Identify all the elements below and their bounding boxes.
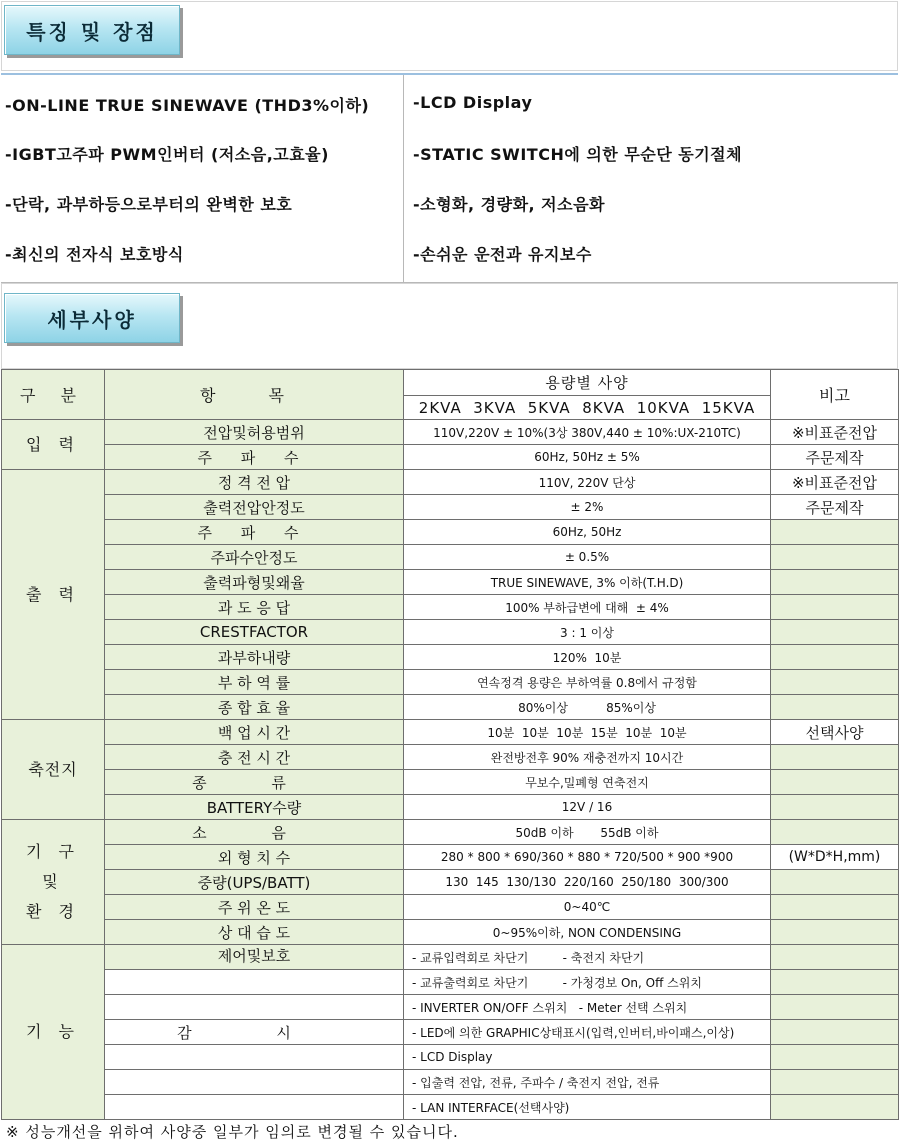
category-mech-line3: 환 경 — [26, 902, 80, 921]
row-item: 정 격 전 압 — [105, 470, 404, 495]
row-value: - LED에 의한 GRAPHIC상태표시(입력,인버터,바이패스,이상) — [404, 1020, 771, 1045]
feature-right-2: -STATIC SWITCH에 의한 무순단 동기절체 — [413, 145, 743, 164]
row-item — [105, 1045, 404, 1070]
row-value: 80%이상 85%이상 — [404, 695, 771, 720]
row-value: 완전방전후 90% 재충전까지 10시간 — [404, 745, 771, 770]
category-mech-line1: 기 구 — [26, 842, 80, 861]
feature-right-4: -손쉬운 운전과 유지보수 — [413, 245, 592, 264]
row-note — [771, 820, 899, 845]
feature-left-4: -최신의 전자식 보호방식 — [5, 245, 184, 264]
row-note — [771, 520, 899, 545]
spec-title-tab — [4, 293, 180, 343]
row-note — [771, 645, 899, 670]
row-item: 상 대 습 도 — [105, 920, 404, 945]
row-value: - 입출력 전압, 전류, 주파수 / 축전지 전압, 전류 — [404, 1070, 771, 1095]
header-item: 항 목 — [105, 370, 404, 420]
row-note — [771, 945, 899, 970]
row-item: 충 전 시 간 — [105, 745, 404, 770]
feature-left-2: -IGBT고주파 PWM인버터 (저소음,고효율) — [5, 145, 329, 164]
row-note: (W*D*H,mm) — [771, 845, 899, 870]
row-value: 110V,220V ± 10%(3상 380V,440 ± 10%:UX-210TC) — [404, 420, 771, 445]
category-mech-line2: 및 — [42, 872, 64, 891]
feature-right-1: -LCD Display — [413, 93, 533, 112]
row-value: - INVERTER ON/OFF 스위치 - Meter 선택 스위치 — [404, 995, 771, 1020]
row-item — [105, 970, 404, 995]
row-note — [771, 1070, 899, 1095]
row-value: 연속정격 용량은 부하역률 0.8에서 규정함 — [404, 670, 771, 695]
row-note — [771, 895, 899, 920]
row-item: 제어및보호 — [105, 945, 404, 970]
row-item: 주파수안정도 — [105, 545, 404, 570]
footer-note: ※ 성능개선을 위하여 사양중 일부가 임의로 변경될 수 있습니다. — [6, 1123, 459, 1141]
header-remarks: 비고 — [771, 370, 899, 420]
row-item: 종 합 효 율 — [105, 695, 404, 720]
category-mechanical-environment — [2, 820, 105, 945]
header-capacity-values: 2KVA 3KVA 5KVA 8KVA 10KVA 15KVA — [404, 396, 771, 420]
row-item: CRESTFACTOR — [105, 620, 404, 645]
features-divider — [403, 75, 404, 282]
row-note — [771, 1045, 899, 1070]
row-value: - 교류입력회로 차단기 - 축전지 차단기 — [404, 945, 771, 970]
row-item: 부 하 역 률 — [105, 670, 404, 695]
feature-right-3: -소형화, 경량화, 저소음화 — [413, 195, 605, 214]
row-item: 출력전압안정도 — [105, 495, 404, 520]
row-value: 무보수,밀폐형 연축전지 — [404, 770, 771, 795]
header-capacity-title: 용량별 사양 — [404, 370, 771, 396]
row-value: 110V, 220V 단상 — [404, 470, 771, 495]
row-item: BATTERY수량 — [105, 795, 404, 820]
row-item — [105, 1070, 404, 1095]
row-item: 주 위 온 도 — [105, 895, 404, 920]
row-value: - 교류출력회로 차단기 - 가청경보 On, Off 스위치 — [404, 970, 771, 995]
row-note — [771, 795, 899, 820]
row-value: 50dB 이하 55dB 이하 — [404, 820, 771, 845]
row-value: 100% 부하급변에 대해 ± 4% — [404, 595, 771, 620]
row-item: 과 도 응 답 — [105, 595, 404, 620]
row-item: 외 형 치 수 — [105, 845, 404, 870]
row-value: 60Hz, 50Hz — [404, 520, 771, 545]
row-note: 선택사양 — [771, 720, 899, 745]
row-item: 중량(UPS/BATT) — [105, 870, 404, 895]
row-item: 주 파 수 — [105, 445, 404, 470]
row-note — [771, 745, 899, 770]
row-note: ※비표준전압 — [771, 470, 899, 495]
row-value: 0~95%이하, NON CONDENSING — [404, 920, 771, 945]
features-title: 특징 및 장점 — [26, 19, 158, 44]
row-note: 주문제작 — [771, 495, 899, 520]
row-note: ※비표준전압 — [771, 420, 899, 445]
row-note — [771, 545, 899, 570]
row-note — [771, 1020, 899, 1045]
feature-left-3: -단락, 과부하등으로부터의 완벽한 보호 — [5, 195, 293, 214]
category-input: 입 력 — [2, 420, 105, 470]
row-item: 백 업 시 간 — [105, 720, 404, 745]
row-note — [771, 995, 899, 1020]
category-function: 기 능 — [2, 945, 105, 1120]
row-value: - LAN INTERFACE(선택사양) — [404, 1095, 771, 1120]
row-note — [771, 970, 899, 995]
row-item: 감 시 — [105, 1020, 404, 1045]
spec-table — [1, 369, 899, 1120]
spec-title: 세부사양 — [47, 307, 137, 332]
row-note: 주문제작 — [771, 445, 899, 470]
row-item: 전압및허용범위 — [105, 420, 404, 445]
row-note — [771, 920, 899, 945]
row-item — [105, 1095, 404, 1120]
row-item: 소 음 — [105, 820, 404, 845]
category-battery: 축전지 — [2, 720, 105, 820]
row-value: 130 145 130/130 220/160 250/180 300/300 — [404, 870, 771, 895]
feature-left-1: -ON-LINE TRUE SINEWAVE (THD3%이하) — [5, 96, 370, 115]
row-value: 280 * 800 * 690/360 * 880 * 720/500 * 900 *900 — [404, 845, 771, 870]
row-note — [771, 870, 899, 895]
row-value: 3 : 1 이상 — [404, 620, 771, 645]
row-item: 종 류 — [105, 770, 404, 795]
features-box — [1, 73, 898, 283]
row-note — [771, 695, 899, 720]
row-value: 0~40℃ — [404, 895, 771, 920]
row-note — [771, 570, 899, 595]
row-note — [771, 595, 899, 620]
row-note — [771, 670, 899, 695]
row-note — [771, 1095, 899, 1120]
row-value: ± 2% — [404, 495, 771, 520]
header-division: 구 분 — [2, 370, 105, 420]
row-note — [771, 770, 899, 795]
row-item: 출력파형및왜율 — [105, 570, 404, 595]
row-note — [771, 620, 899, 645]
row-value: 120% 10분 — [404, 645, 771, 670]
row-item — [105, 995, 404, 1020]
row-value: 10분 10분 10분 15분 10분 10분 — [404, 720, 771, 745]
row-value: TRUE SINEWAVE, 3% 이하(T.H.D) — [404, 570, 771, 595]
row-value: 12V / 16 — [404, 795, 771, 820]
row-item: 과부하내량 — [105, 645, 404, 670]
category-output: 출 력 — [2, 470, 105, 720]
row-value: - LCD Display — [404, 1045, 771, 1070]
features-title-tab — [4, 5, 180, 55]
row-value: ± 0.5% — [404, 545, 771, 570]
row-value: 60Hz, 50Hz ± 5% — [404, 445, 771, 470]
row-item: 주 파 수 — [105, 520, 404, 545]
